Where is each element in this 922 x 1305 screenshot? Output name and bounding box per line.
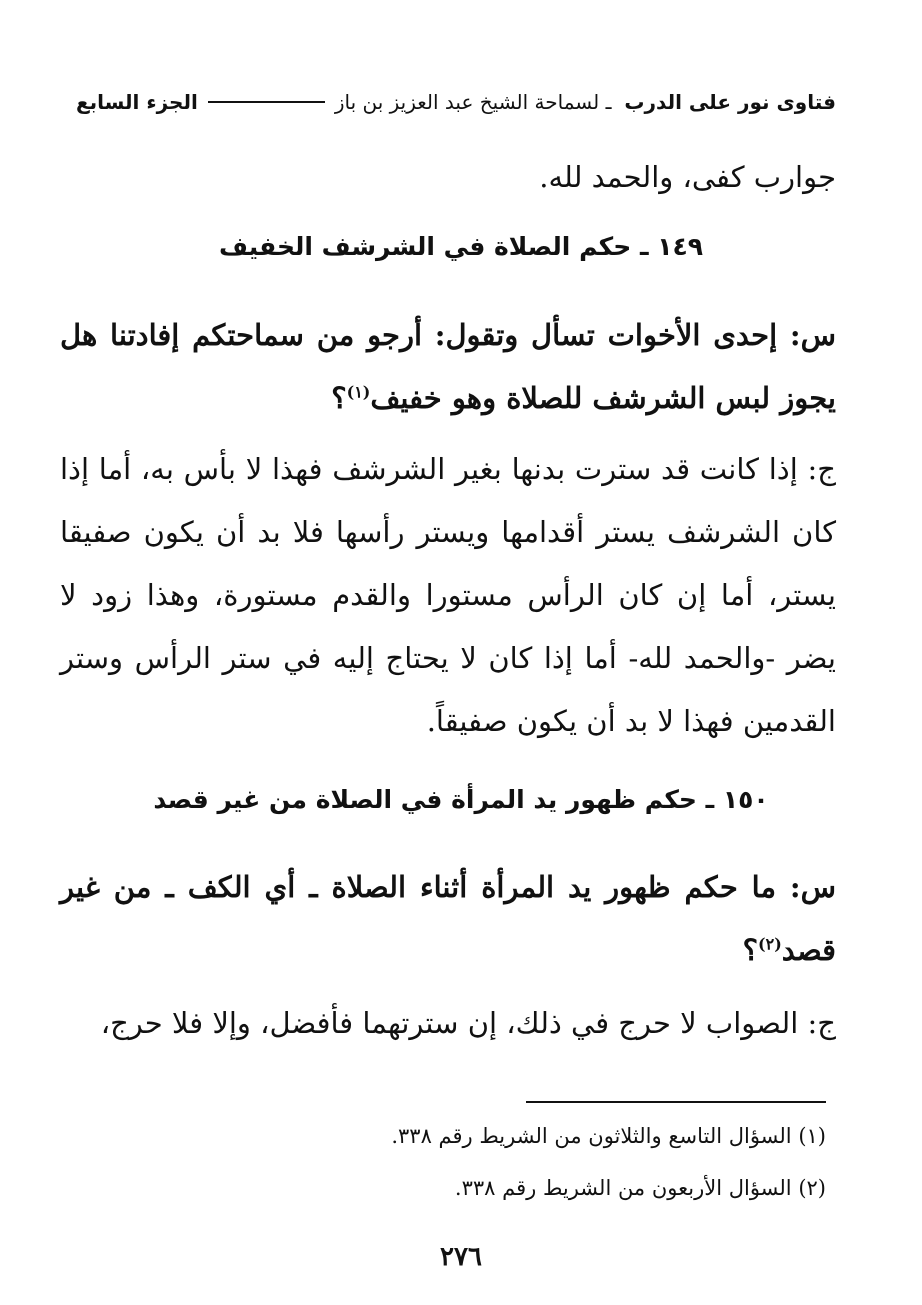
footnote-marker: (١): [346, 382, 371, 402]
question-text: س: ما حكم ظهور يد المرأة أثناء الصلاة ـ أي الكف ـ من غير قصد: [60, 870, 836, 967]
footnote-separator: [526, 1101, 826, 1103]
continuation-paragraph: جوارب كفى، والحمد لله.: [539, 160, 836, 194]
question-149: [60, 304, 836, 430]
section-title-149: ١٤٩ ـ حكم الصلاة في الشرشف الخفيف: [219, 232, 703, 261]
question-text: س: إحدى الأخوات تسأل وتقول: أرجو من سماحتكم إفادتنا هل يجوز لبس الشرشف للصلاة وهو خفيف: [60, 318, 836, 415]
volume-label: الجزء السابع: [76, 90, 198, 114]
answer-149: [60, 438, 836, 753]
header-left-group: [335, 90, 836, 114]
section-title-150: ١٥٠ ـ حكم ظهور يد المرأة في الصلاة من غير قصد: [153, 785, 769, 814]
footnote-2: (٢) السؤال الأربعون من الشريط رقم ٣٣٨.: [454, 1176, 826, 1200]
footnote-marker: (٢): [758, 934, 782, 954]
question-mark: ؟: [331, 381, 347, 415]
answer-text: ج: إذا كانت قد سترت بدنها بغير الشرشف فهذا لا بأس به، أما إذا كان الشرشف يستر أقدامها ويستر رأسها فلا بد أن يكون صفيقا يستر، أما إن كان الرأس مستورا والقدم مستورة، وهذا زود لا يضر -والحمد لله- أما إذا كان لا يحتاج إليه في ستر الرأس وستر القدمين فهذا لا بد أن يكون صفيقاً.: [60, 452, 836, 738]
book-author: ـ لسماحة الشيخ عبد العزيز بن باز: [334, 90, 612, 114]
page-number: ٢٧٦: [440, 1242, 482, 1272]
header-rule: [208, 101, 325, 103]
footnote-1: (١) السؤال التاسع والثلاثون من الشريط رقم ٣٣٨.: [391, 1124, 826, 1148]
continuation-text: [60, 146, 836, 209]
question-mark: ؟: [742, 933, 759, 967]
question-150: [60, 856, 836, 982]
answer-150: [60, 992, 836, 1055]
answer-text: ج: الصواب لا حرج في ذلك، إن سترتهما فأفضل، وإلا فلا حرج،: [100, 1006, 836, 1040]
running-header: [76, 84, 836, 120]
book-series-title: فتاوى نور على الدرب: [624, 90, 836, 114]
